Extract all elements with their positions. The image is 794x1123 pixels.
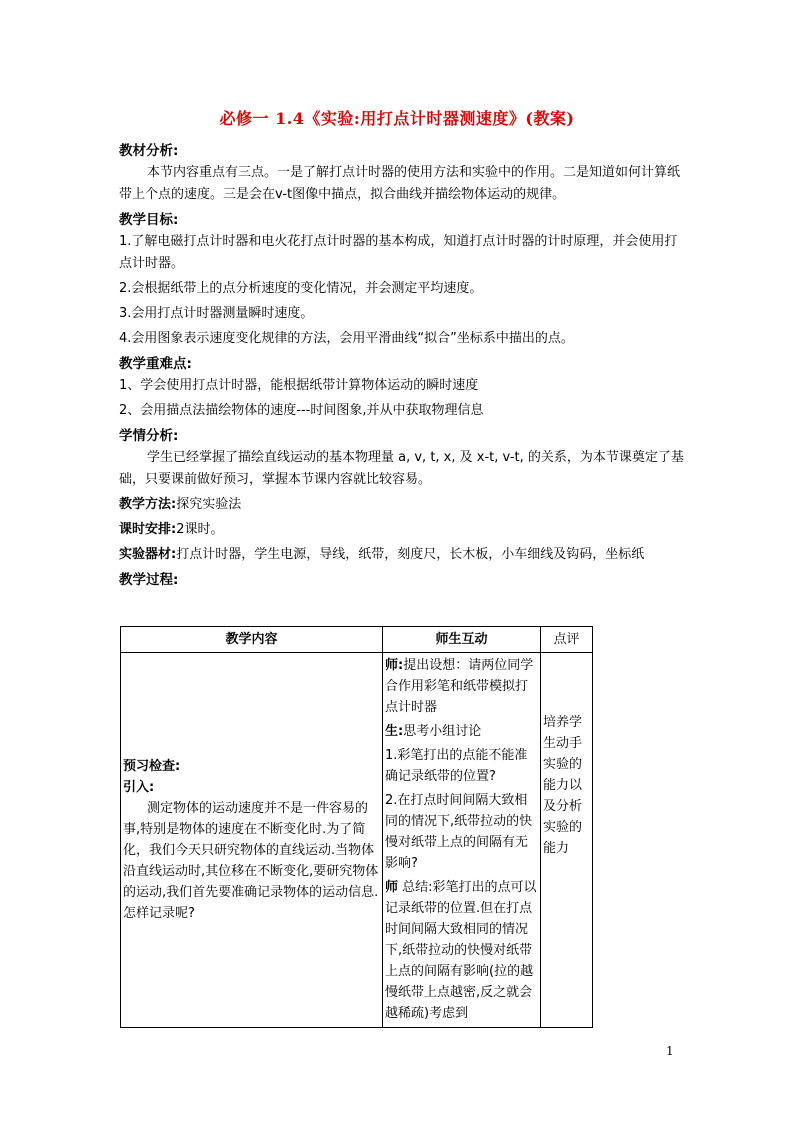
student-label: 生:: [385, 724, 404, 739]
key-point-item: 1、学会使用打点计时器，能根据纸带计算物体运动的瞬时速度: [119, 378, 479, 393]
process-heading: 教学过程:: [119, 572, 179, 588]
intro-text: 测定物体的运动速度并不是一件容易的事,特别是物体的速度在不断变化时.为了简化，我们今天只研究物体的直线运动.当物体沿直线运动时,其位移在不断变化,要研究物体的运动,我们首先要准确记录物体的运动信息.怎样记录呢?: [123, 801, 379, 921]
question-1: 1.彩笔打出的点能不能准确记录纸带的位置?: [385, 748, 528, 784]
goal-item: 4.会用图象表示速度变化规律的方法，会用平滑曲线“拟合”坐标系中描出的点。: [119, 331, 574, 346]
goal-item: 1.了解电磁打点计时器和电火花打点计时器的基本构成，知道打点计时器的计时原理，并会使用打点计时器。: [119, 234, 678, 271]
content-cell: [121, 653, 383, 1028]
goals-heading: 教学目标:: [119, 212, 179, 228]
comment-text: 培养学生动手实验的能力以及分析实验的能力: [543, 714, 583, 856]
student-analysis-text: 学生已经掌握了描绘直线运动的基本物理量 a, v, t, x, 及 x-t, v-t, 的关系，为本节课奠定了基础，只要课前做好预习，掌握本节课内容就比较容易。: [119, 450, 684, 487]
teacher-proposal: [385, 655, 538, 718]
page-title: 必修一 1.4《实验:用打点计时器测速度》(教案): [219, 109, 575, 128]
teacher-label: 师:: [385, 658, 404, 673]
goal-item: 3.会用打点计时器测量瞬时速度。: [119, 306, 314, 321]
schedule-line: [119, 519, 687, 541]
teacher-summary-text: 总结:彩笔打出的点可以记录纸带的位置.但在打点时间间隔大致相同的情况下,纸带拉动的快慢对纸带上点的间隔有影响(拉的越慢纸带上点越密,反之就会越稀疏)考虑到: [385, 880, 537, 1021]
method-line: [119, 494, 687, 516]
page-number: 1: [666, 1044, 674, 1058]
equipment-line: [119, 544, 687, 566]
comment-cell: [541, 653, 593, 1028]
header-interaction: 师生互动: [383, 627, 541, 653]
teacher-summary: [385, 877, 538, 1024]
intro-label: 引入:: [123, 780, 155, 795]
teacher-label: 师: [385, 880, 399, 895]
method-value: 探究实验法: [176, 497, 242, 512]
key-points-heading: 教学重难点:: [119, 356, 192, 372]
equipment-label: 实验器材:: [119, 547, 177, 562]
schedule-value: 2课时。: [176, 522, 224, 537]
interaction-cell: [383, 653, 541, 1028]
student-response: [385, 721, 538, 742]
equipment-value: 打点计时器，学生电源，导线，纸带，刻度尺，长木板，小车细线及钩码，坐标纸: [176, 547, 645, 562]
analysis-text: 本节内容重点有三点。一是了解打点计时器的使用方法和实验中的作用。二是知道如何计算纸带上个点的速度。三是会在v-t图像中描点，拟合曲线并描绘物体运动的规律。: [119, 165, 681, 202]
goal-item: 2.会根据纸带上的点分析速度的变化情况，并会测定平均速度。: [119, 281, 483, 296]
student-response-text: 思考小组讨论: [403, 724, 482, 739]
analysis-heading: 教材分析:: [119, 143, 179, 159]
key-point-item: 2、会用描点法描绘物体的速度---时间图象,并从中获取物理信息: [119, 403, 484, 418]
table-header-row: [121, 627, 593, 653]
schedule-label: 课时安排:: [119, 522, 177, 537]
header-content: 教学内容: [121, 627, 383, 653]
preview-label: 预习检查:: [123, 759, 181, 774]
process-table: [120, 626, 593, 1028]
student-analysis-heading: 学情分析:: [119, 428, 179, 444]
teacher-proposal-text: 提出设想：请两位同学合作用彩笔和纸带模拟打点计时器: [385, 658, 534, 715]
table-row: [121, 653, 593, 1028]
method-label: 教学方法:: [119, 497, 177, 512]
question-2: 2.在打点时间间隔大致相同的情况下,纸带拉动的快慢对纸带上点的间隔有无影响?: [385, 793, 533, 871]
header-comment: 点评: [541, 627, 593, 653]
document-body: [119, 140, 687, 591]
